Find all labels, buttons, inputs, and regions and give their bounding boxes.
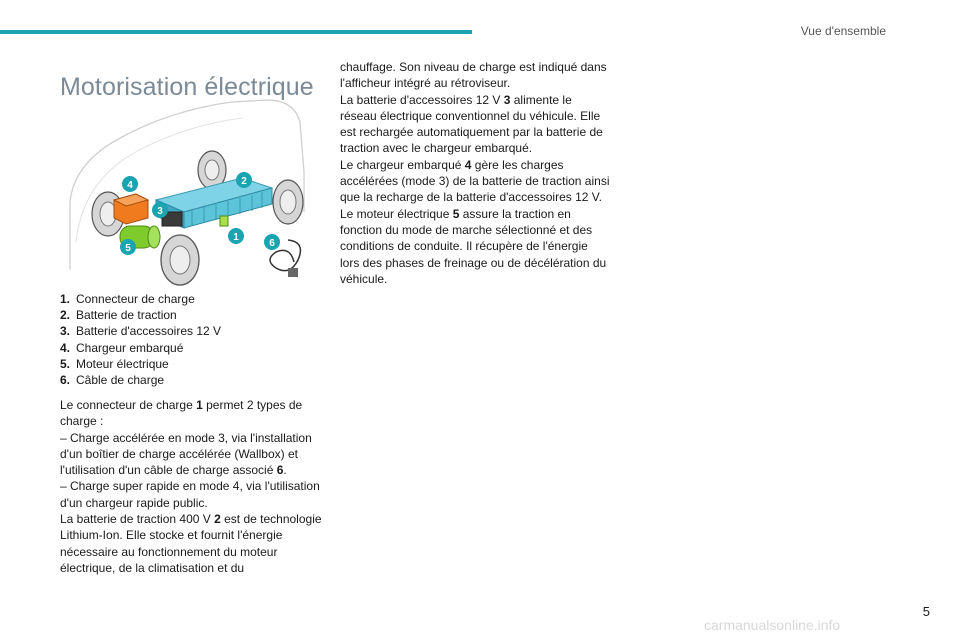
watermark: carmanualsonline.info — [704, 617, 841, 633]
paragraph-traction-battery: La batterie de traction 400 V 2 est de technologie Lithium-Ion. Elle stocke et fournit l'énergie nécessaire au fonctionnement du moteur électrique, de la climatisation et du — [60, 512, 322, 575]
legend-item — [60, 291, 221, 307]
legend-label: Câble de charge — [76, 373, 165, 388]
callout-3-label: 3 — [157, 206, 163, 217]
legend-number: 2. — [60, 308, 71, 323]
rear-wheel-right-rim — [205, 160, 219, 180]
legend-number: 3. — [60, 324, 71, 339]
legend-item — [60, 340, 221, 356]
page-title: Motorisation électrique — [60, 72, 314, 101]
callout-1-label: 1 — [233, 232, 239, 243]
body-text-column-1 — [60, 397, 322, 576]
charge-connector — [220, 216, 228, 226]
paragraph-onboard-charger: Le chargeur embarqué 4 gère les charges accélérées (mode 3) de la batterie de traction ainsi que la recharge de la batterie d'accessoires 12 V. — [340, 157, 610, 205]
section-title: Vue d'ensemble — [800, 24, 886, 38]
legend-item — [60, 307, 221, 323]
callout-4-label: 4 — [127, 180, 133, 191]
legend-label: Connecteur de charge — [76, 292, 195, 306]
body-text-column-2 — [340, 59, 610, 287]
electric-motor-end — [148, 226, 160, 248]
legend-label: Chargeur embarqué — [76, 340, 184, 355]
callout-5-label: 5 — [125, 243, 131, 254]
paragraph-electric-motor: Le moteur électrique 5 assure la traction en fonction du mode de marche sélectionné et des conditions de conduite. Il récupère de l'énergie lors des phases de freinage ou de décélération du véhicule. — [340, 206, 607, 286]
paragraph-accessory-battery: La batterie d'accessoires 12 V 3 alimente le réseau électrique conventionnel du véhicule. Elle est rechargée automatiquement par la batterie de traction avec le chargeur embarqué. — [340, 92, 603, 156]
legend-item — [60, 372, 221, 388]
callout-6-label: 6 — [269, 238, 275, 249]
paragraph-mode-3: – Charge accélérée en mode 3, via l'installation d'un boîtier de charge accélérée (Wallbox) et l'utilisation d'un câble de charge associé 6. — [60, 430, 312, 478]
front-wheel-right-rim — [280, 190, 296, 214]
legend-label: Batterie d'accessoires 12 V — [76, 324, 222, 339]
legend-item — [60, 323, 221, 339]
header-accent-bar — [0, 30, 472, 34]
legend-number: 5. — [60, 356, 71, 371]
front-wheel-left-rim — [170, 246, 190, 274]
legend-label: Moteur électrique — [76, 356, 169, 371]
paragraph-charge-level: chauffage. Son niveau de charge est indiqué dans l'afficheur intégré au rétroviseur. — [340, 60, 607, 91]
page-number: 5 — [922, 604, 930, 619]
paragraph-charge-connector: Le connecteur de charge 1 permet 2 types de charge : — [60, 398, 303, 429]
paragraph-mode-4: – Charge super rapide en mode 4, via l'utilisation d'un chargeur rapide public. — [60, 479, 320, 510]
charge-cable-plug — [288, 268, 298, 277]
component-legend — [60, 291, 221, 388]
callout-2-label: 2 — [241, 176, 247, 187]
legend-number: 1. — [60, 292, 71, 306]
legend-number: 6. — [60, 373, 71, 388]
legend-label: Batterie de traction — [76, 308, 177, 323]
legend-item — [60, 356, 221, 372]
legend-number: 4. — [60, 340, 71, 355]
electric-drivetrain-illustration — [62, 92, 312, 292]
